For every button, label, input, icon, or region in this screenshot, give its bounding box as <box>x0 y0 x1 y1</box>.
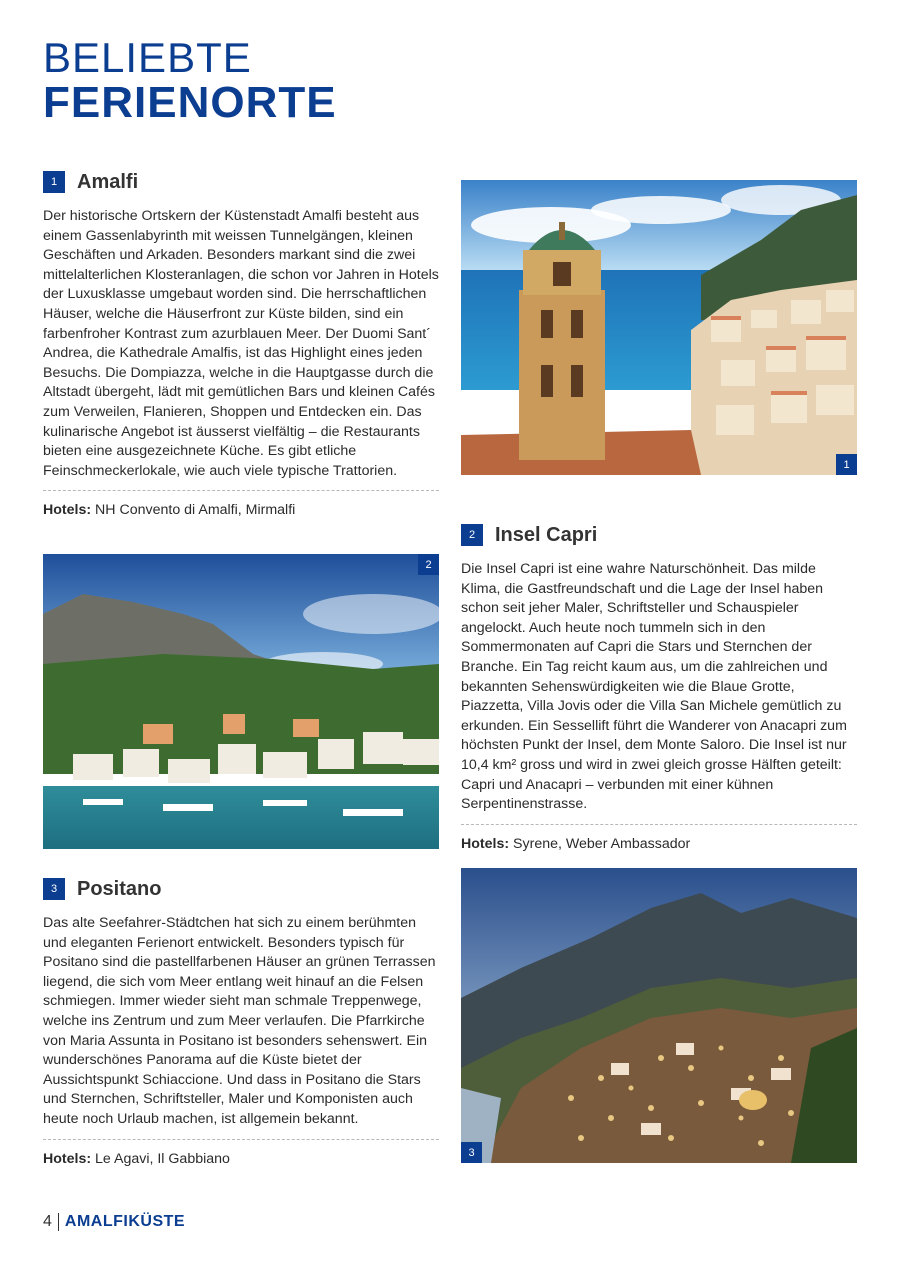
page-footer <box>43 1213 185 1231</box>
section-title: Positano <box>77 877 162 900</box>
section-title: Insel Capri <box>495 523 598 546</box>
photo-capri <box>43 554 439 849</box>
photo-amalfi <box>461 180 857 475</box>
section-heading <box>461 523 857 547</box>
dashed-divider <box>43 490 439 491</box>
section-body-text: Die Insel Capri ist eine wahre Naturschönheit. Das milde Klima, die Gastfreundschaft und die Lage der Insel haben schon seit jeher Maler, Schriftsteller und Schauspieler angelockt. Auch heute noch tummeln sich in den Sommermonaten auf Capri die Stars und Sternchen der Branche. Ein Tag reicht kaum aus, um die zahlreichen und bekannten Sehenswürdigkeiten wie die Blaue Grotte, Piazzetta, Villa Jovis oder die Villa San Michele gemütlich zu erkunden. Ein Sessellift führt die Wanderer von Anacapri zum höchsten Punkt der Insel, dem Monte Saloro. Die Insel ist nur 10,4 km² gross und wird in zwei gleich grosse Hälften geteilt: Capri und Anacapri – verbunden mit einer kühnen Serpentinenstrasse. <box>461 561 847 813</box>
section-heading <box>43 170 439 194</box>
page-number: 4 <box>43 1213 52 1230</box>
positano-photo-illustration <box>461 868 857 1163</box>
section-positano <box>43 877 439 1167</box>
section-number-badge: 2 <box>461 524 483 546</box>
hotels-value: NH Convento di Amalfi, Mirmalfi <box>95 502 296 519</box>
footer-title: AMALFIKÜSTE <box>64 1213 186 1230</box>
photo-number-badge: 2 <box>418 554 439 575</box>
dashed-divider <box>461 824 857 825</box>
amalfi-photo-illustration <box>461 180 857 475</box>
dashed-divider <box>43 1139 439 1140</box>
photo-number-badge: 1 <box>836 454 857 475</box>
section-insel-capri <box>461 523 857 852</box>
section-amalfi <box>43 170 439 518</box>
hotels-line <box>43 502 439 518</box>
hotels-line <box>43 1151 439 1167</box>
capri-photo-illustration <box>43 554 439 849</box>
hotels-value: Le Agavi, Il Gabbiano <box>95 1150 230 1167</box>
hotels-label: Hotels: <box>43 502 92 519</box>
section-body-text: Das alte Seefahrer-Städtchen hat sich zu einem berühmten und eleganten Ferienort entwickelt. Besonders typisch für Positano sind die pastellfarbenen Häuser an grünen Terrassen liegend, die sich vom Meer entlang weit hinauf an die Felsen schmiegen. Immer wieder sieht man schmale Treppenwege, welche ins Zentrum und zum Meer verlaufen. Die Pfarrkirche von Maria Assunta in Positano ist besonders sehenswert. Ein wunderschönes Panorama auf die Küste bietet der Aussichtspunkt Schiaccione. Und dass in Positano die Stars und Sternchen, Schriftsteller, Maler und Komponisten auch heute noch Urlaub machen, ist allgemein bekannt. <box>43 915 436 1127</box>
section-number-badge: 3 <box>43 878 65 900</box>
hotels-label: Hotels: <box>43 1150 92 1167</box>
section-number-badge: 1 <box>43 171 65 193</box>
section-body-text: Der historische Ortskern der Küstenstadt Amalfi besteht aus einem Gassenlabyrinth mit weissen Tunnelgängen, kleinen Geschäften und Arkaden. Besonders markant sind die zwei mittelalterlichen Klosteranlagen, die schon vor Jahren in Hotels der Luxusklasse umgebaut worden sind. Die herrschaftlichen Häuser, welche die Häuserfront zur Küste bilden, sind ein farbenfroher Kontrast zum azurblauen Meer. Der Duomi Sant´ Andrea, die Kathedrale Amalfis, ist das Highlight eines jeden Besuchs. Die Dompiazza, welche in die Hauptgasse durch die Altstadt übergeht, lädt mit gemütlichen Bars und kleinen Cafés zum Verweilen, Flanieren, Shoppen und Entdecken ein. Das kulinarische Angebot ist äusserst vielfältig – die Restaurants bieten eine ausgezeichnete Küche. Es gibt etliche Feinschmeckerlokale, wie auch viele typische Trattorien. <box>43 208 439 479</box>
section-title: Amalfi <box>77 170 139 193</box>
photo-positano <box>461 868 857 1163</box>
hotels-value: Syrene, Weber Ambassador <box>513 835 691 852</box>
hotels-label: Hotels: <box>461 835 510 852</box>
section-heading <box>43 877 439 901</box>
hotels-line <box>461 836 857 852</box>
page-title-line1: BELIEBTE <box>43 34 252 81</box>
footer-separator <box>58 1213 59 1231</box>
photo-number-badge: 3 <box>461 1142 482 1163</box>
page-title-line2: FERIENORTE <box>43 78 337 127</box>
